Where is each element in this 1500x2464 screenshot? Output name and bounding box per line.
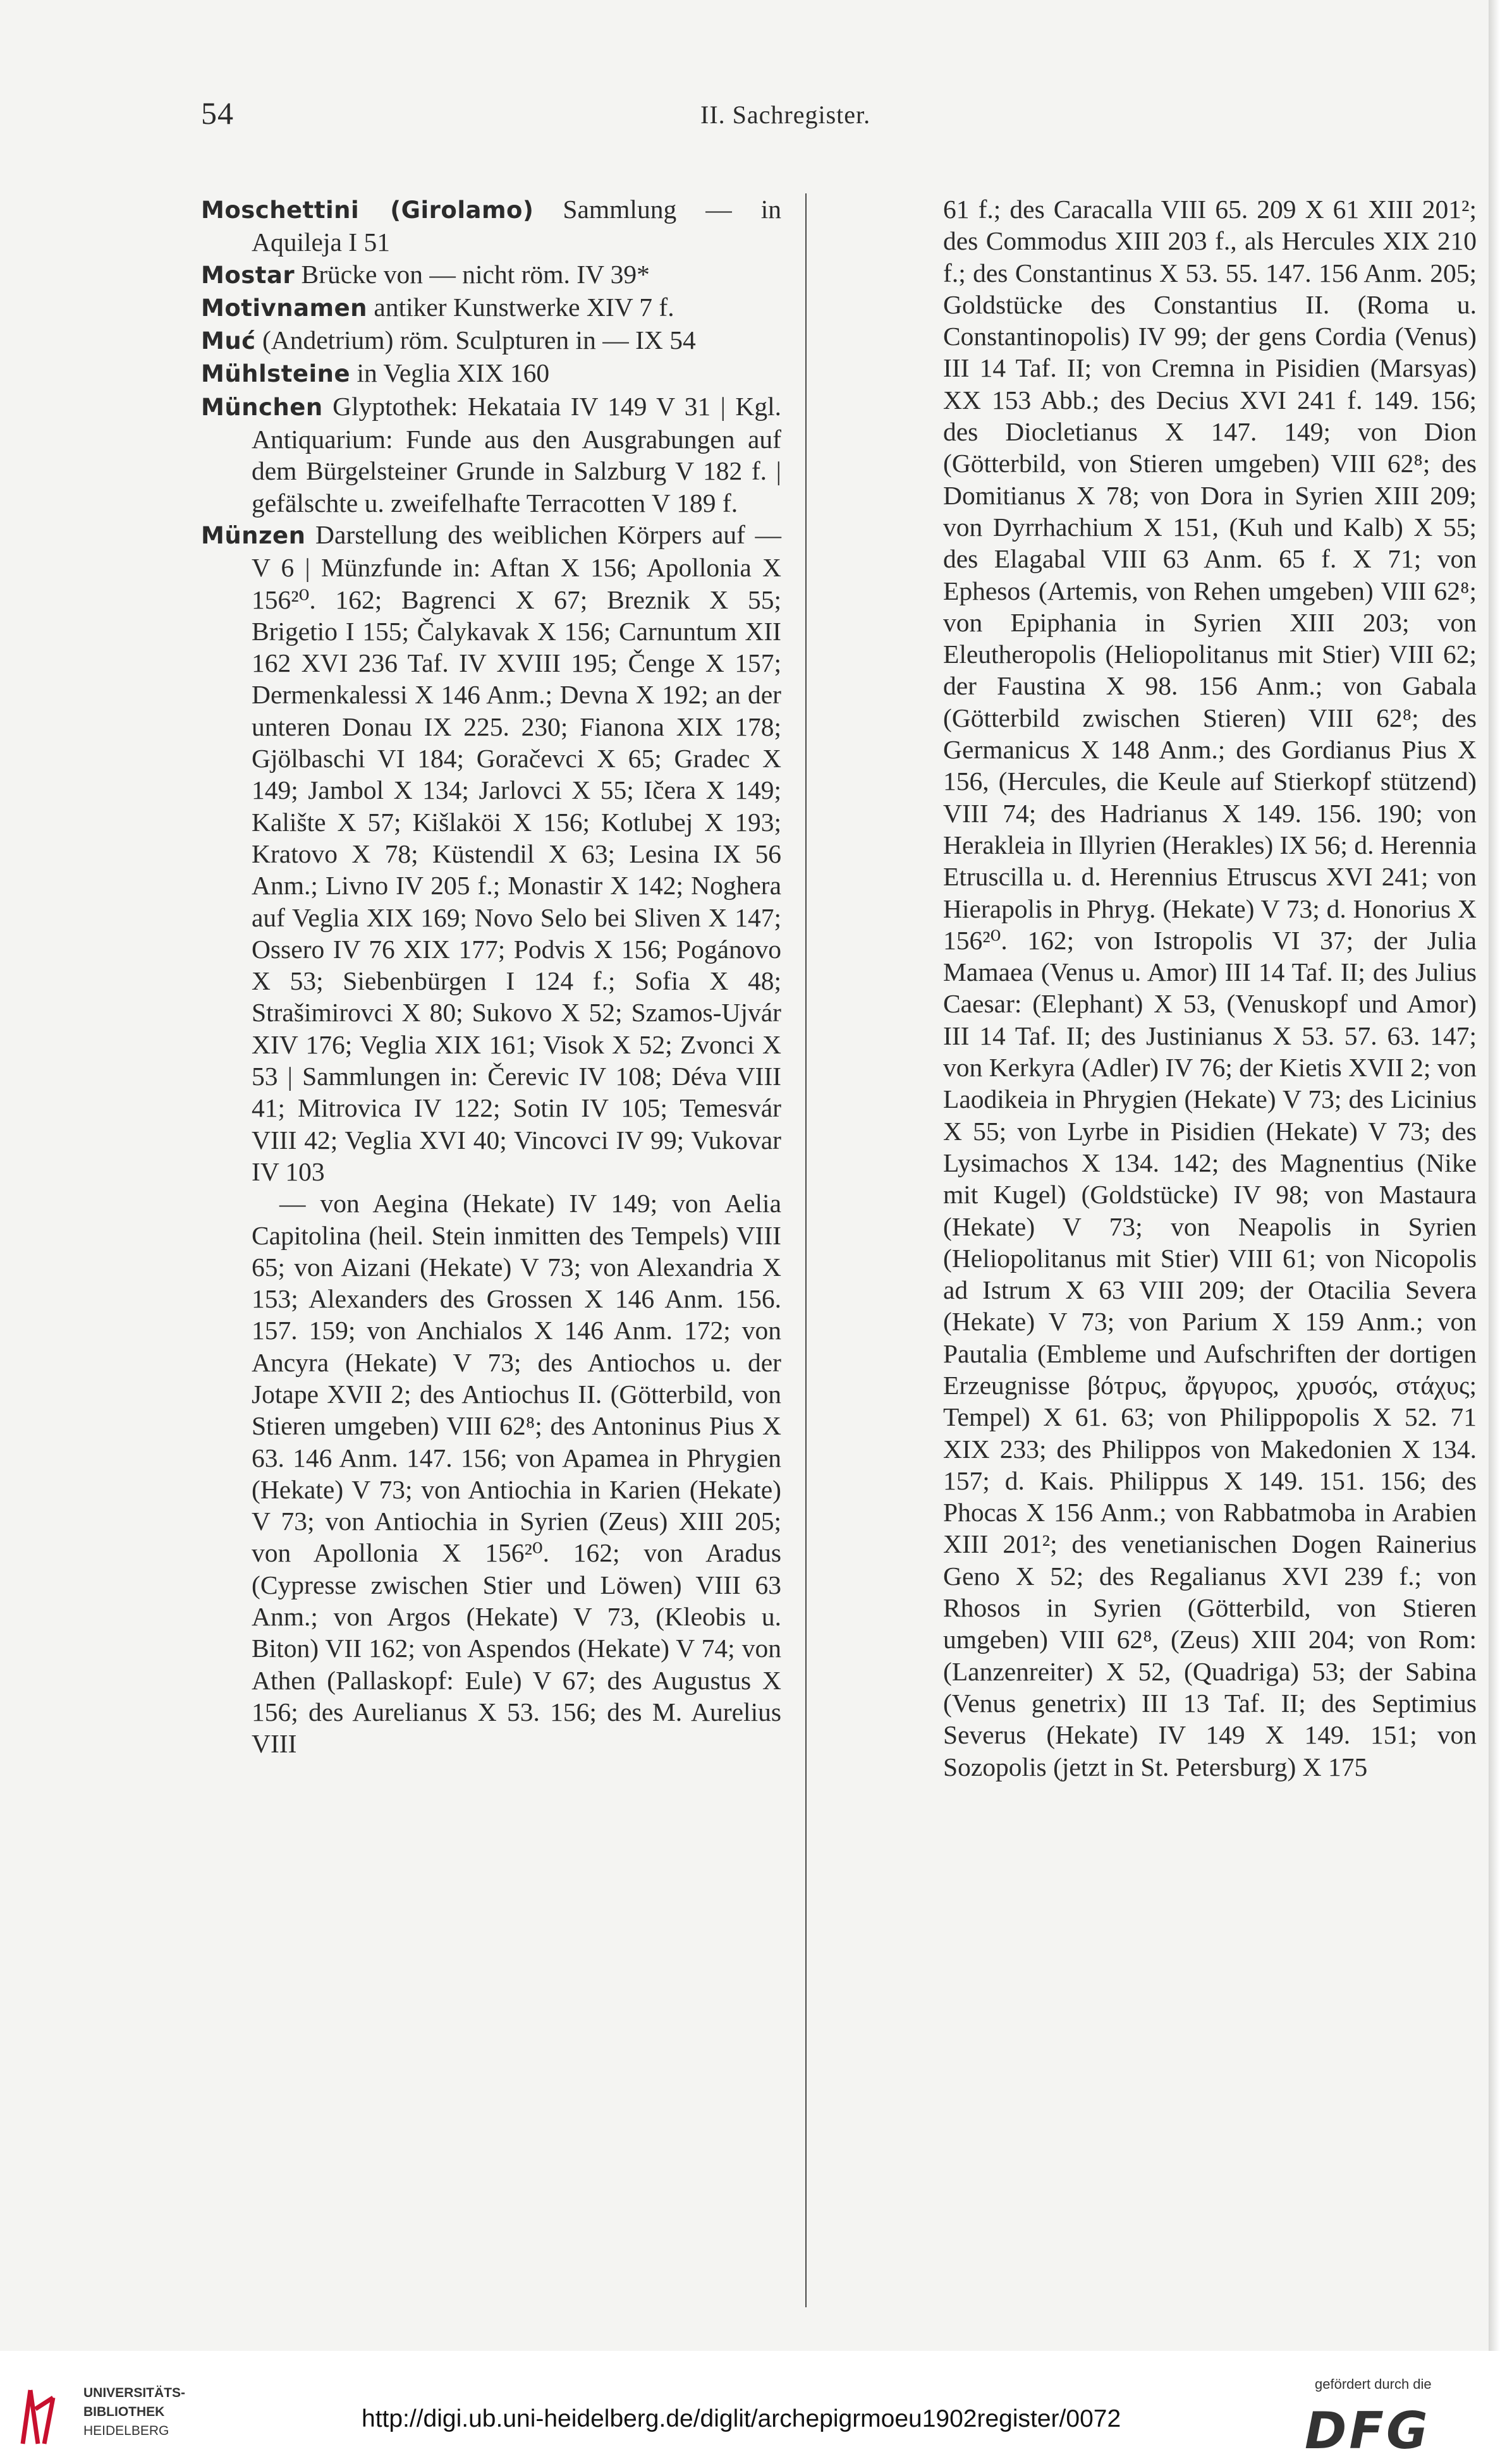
index-entry-continuation (893, 193, 1477, 1783)
index-entry (201, 193, 781, 258)
index-entry-continuation (201, 1187, 781, 1759)
entry-head: Motivnamen (201, 294, 368, 322)
right-column (893, 193, 1477, 1783)
page-number: 54 (201, 95, 234, 131)
library-name (83, 2384, 185, 2441)
entry-text: — von Aegina (Hekate) IV 149; von Aelia Capitolina (heil. Stein inmitten des Tempels) VIII 65; von Aizani (Hekate) V 73; von Alexandria X 153; Alexanders des Grossen X 146 Anm. 156. 157. 159; von Anchialos X 146 Anm. 172; von Ancyra (Hekate) V 73; des Antiochos u. der Jotape XVII 2; des Antiochus II. (Götterbild, von Stieren umgeben) VIII 62⁸; des Antoninus Pius X 63. 146 Anm. 147. 156; von Apamea in Phrygien (Hekate) V 73; von Antiochia in Karien (Hekate) V 73; von Antiochia in Syrien (Zeus) XIII 205; von Apollonia X 156²⁰. 162; von Aradus (Cypresse zwischen Stier und Löwen) VIII 63 Anm.; von Argos (Hekate) V 73, (Kleobis u. Biton) VII 162; von Aspendos (Hekate) V 74; von Athen (Pallaskopf: Eule) V 67; des Augustus X 156; des Aurelianus X 53. 156; des M. Aurelius VIII (252, 1189, 781, 1759)
left-column (201, 193, 781, 1760)
index-entry (201, 391, 781, 519)
entry-text: Darstellung des weiblichen Körpers auf — V 6 | Münzfunde in: Aftan X 156; Apollonia X 156²⁰. 162; Bagrenci X 67; Breznik X 55; Brigetio I 155; Čalykavak X 156; Carnuntum XII 162 XVI 236 Taf. IV XVIII 195; Čenge X 157; Dermenkalessi X 146 Anm.; Devna X 192; an der unteren Donau IX 225. 230; Fianona XIX 178; Gjölbaschi VI 184; Goračevci X 65; Gradec X 149; Jambol X 134; Jarlovci X 55; Ičera X 149; Kalište X 57; Kišlaköi X 156; Kotlubej X 193; Kratovo X 78; Küstendil X 63; Lesina IX 56 Anm.; Livno IV 205 f.; Monastir X 142; Noghera auf Veglia XIX 169; Novo Selo bei Sliven X 147; Ossero IV 76 XIX 177; Podvis X 156; Pogánovo X 53; Siebenbürgen I 124 f.; Sofia X 48; Strašimirovci X 80; Sukovo X 52; Szamos-Ujvár XIV 176; Veglia XIX 161; Visok X 52; Zvonci X 53 | Sammlungen in: Čerevic IV 108; Déva VIII 41; Mitrovica IV 122; Sotin IV 105; Temesvár VIII 42; Veglia XVI 40; Vincovci IV 99; Vukovar IV 103 (252, 519, 781, 1186)
index-entry (201, 519, 781, 1187)
index-entry (201, 357, 781, 390)
entry-text: (Andetrium) röm. Sculpturen in — IX 54 (255, 325, 696, 355)
index-entry (201, 291, 781, 324)
dfg-logo: DFG (1305, 2401, 1430, 2460)
permalink-url[interactable]: http://digi.ub.uni-heidelberg.de/diglit/archepigrmoeu1902register/0072 (362, 2405, 1121, 2432)
entry-head: München (201, 393, 323, 421)
entry-head: Münzen (201, 521, 306, 549)
entry-head: Muć (201, 327, 256, 355)
index-entry (201, 324, 781, 357)
library-line-1: UNIVERSITÄTS- (83, 2386, 186, 2400)
library-logo-icon (16, 2384, 61, 2449)
column-divider (805, 193, 807, 2307)
entry-head: Moschettini (Girolamo) (201, 197, 534, 224)
funding-caption: gefördert durch die (1315, 2376, 1432, 2392)
library-line-3: HEIDELBERG (83, 2424, 169, 2438)
library-line-2: BIBLIOTHEK (83, 2405, 165, 2419)
entry-text: Sammlung — in Aquileja I 51 (252, 195, 781, 257)
entry-head: Mostar (201, 261, 295, 289)
entry-text: Brücke von — nicht röm. IV 39* (295, 259, 650, 289)
page-edge-shadow (1489, 0, 1500, 2351)
index-entry (201, 258, 781, 291)
entry-text: Glyptothek: Hekataia IV 149 V 31 | Kgl. Antiquarium: Funde aus den Ausgrabungen auf dem Bürgelsteiner Grunde in Salzburg V 182 f. | gefälschte u. zweifelhafte Terracotten V 189 f. (252, 391, 781, 518)
entry-text: 61 f.; des Caracalla VIII 65. 209 X 61 XIII 201²; des Commodus XIII 203 f., als Hercules XIX 210 f.; des Constantinus X 53. 55. 147. 156 Anm. 205; Goldstücke des Constantius II. (Roma u. Constantinopolis) IV 99; der gens Cordia (Venus) III 14 Taf. II; von Cremna in Pisidien (Marsyas) XX 153 Abb.; des Decius XVI 241 f. 149. 156; des Diocletianus X 147. 149; von Dion (Götterbild, von Stieren umgeben) VIII 62⁸; des Domitianus X 78; von Dora in Syrien XIII 209; von Dyrrhachium X 151, (Kuh und Kalb) X 55; des Elagabal VIII 63 Anm. 65 f. X 71; von Ephesos (Artemis, von Rehen umgeben) VIII 62⁸; von Epiphania in Syrien XIII 203; von Eleutheropolis (Heliopolitanus mit Stier) VIII 62; der Faustina X 98. 156 Anm.; von Gabala (Götterbild zwischen Stieren) VIII 62⁸; des Germanicus X 148 Anm.; des Gordianus Pius X 156, (Hercules, die Keule auf Stierkopf stützend) VIII 74; des Hadrianus X 149. 156. 190; von Herakleia in Illyrien (Herakles) IX 56; d. Herennia Etruscilla u. d. Herennius Etruscus XVI 241; von Hierapolis in Phryg. (Hekate) V 73; d. Honorius X 156²⁰. 162; von Istropolis VI 37; der Julia Mamaea (Venus u. Amor) III 14 Taf. II; des Julius Caesar: (Elephant) X 53, (Venuskopf und Amor) III 14 Taf. II; des Justinianus X 53. 57. 63. 147; von Kerkyra (Adler) IV 76; der Kietis XVII 2; von Laodikeia in Phrygien (Hekate) V 73; des Licinius X 55; von Lyrbe in Pisidien (Hekate) V 73; des Lysimachos X 134. 142; des Magnentius (Nike mit Kugel) (Goldstücke) IV 98; von Mastaura (Hekate) V 73; von Neapolis in Syrien (Heliopolitanus mit Stier) VIII 61; von Nicopolis ad Istrum X 63 VIII 209; der Otacilia Severa (Hekate) V 73; von Parium X 159 Anm.; von Pautalia (Embleme und Aufschriften der dortigen Erzeugnisse βότρυς, ἄργυρος, χρυσός, στάχυς; Tempel) X 61. 63; von Philippopolis X 52. 71 XIX 233; des Philippos von Makedonien X 134. 157; d. Kais. Philippus X 149. 151. 156; des Phocas X 156 Anm.; von Rabbatmoba in Arabien XIII 201²; des venetianischen Dogen Rainerius Geno X 52; des Regalianus XVI 239 f.; von Rhosos in Syrien (Götterbild, von Stieren umgeben) VIII 62⁸, (Zeus) XIII 204; von Rom: (Lanzenreiter) X 52, (Quadriga) 53; der Sabina (Venus genetrix) III 13 Taf. II; des Septimius Severus (Hekate) IV 149 X 149. 151; von Sozopolis (jetzt in St. Petersburg) X 175 (943, 195, 1477, 1781)
entry-text: antiker Kunstwerke XIV 7 f. (367, 292, 674, 322)
entry-head: Mühlsteine (201, 360, 351, 388)
running-head: II. Sachregister. (700, 100, 871, 129)
entry-text: in Veglia XIX 160 (350, 358, 550, 388)
